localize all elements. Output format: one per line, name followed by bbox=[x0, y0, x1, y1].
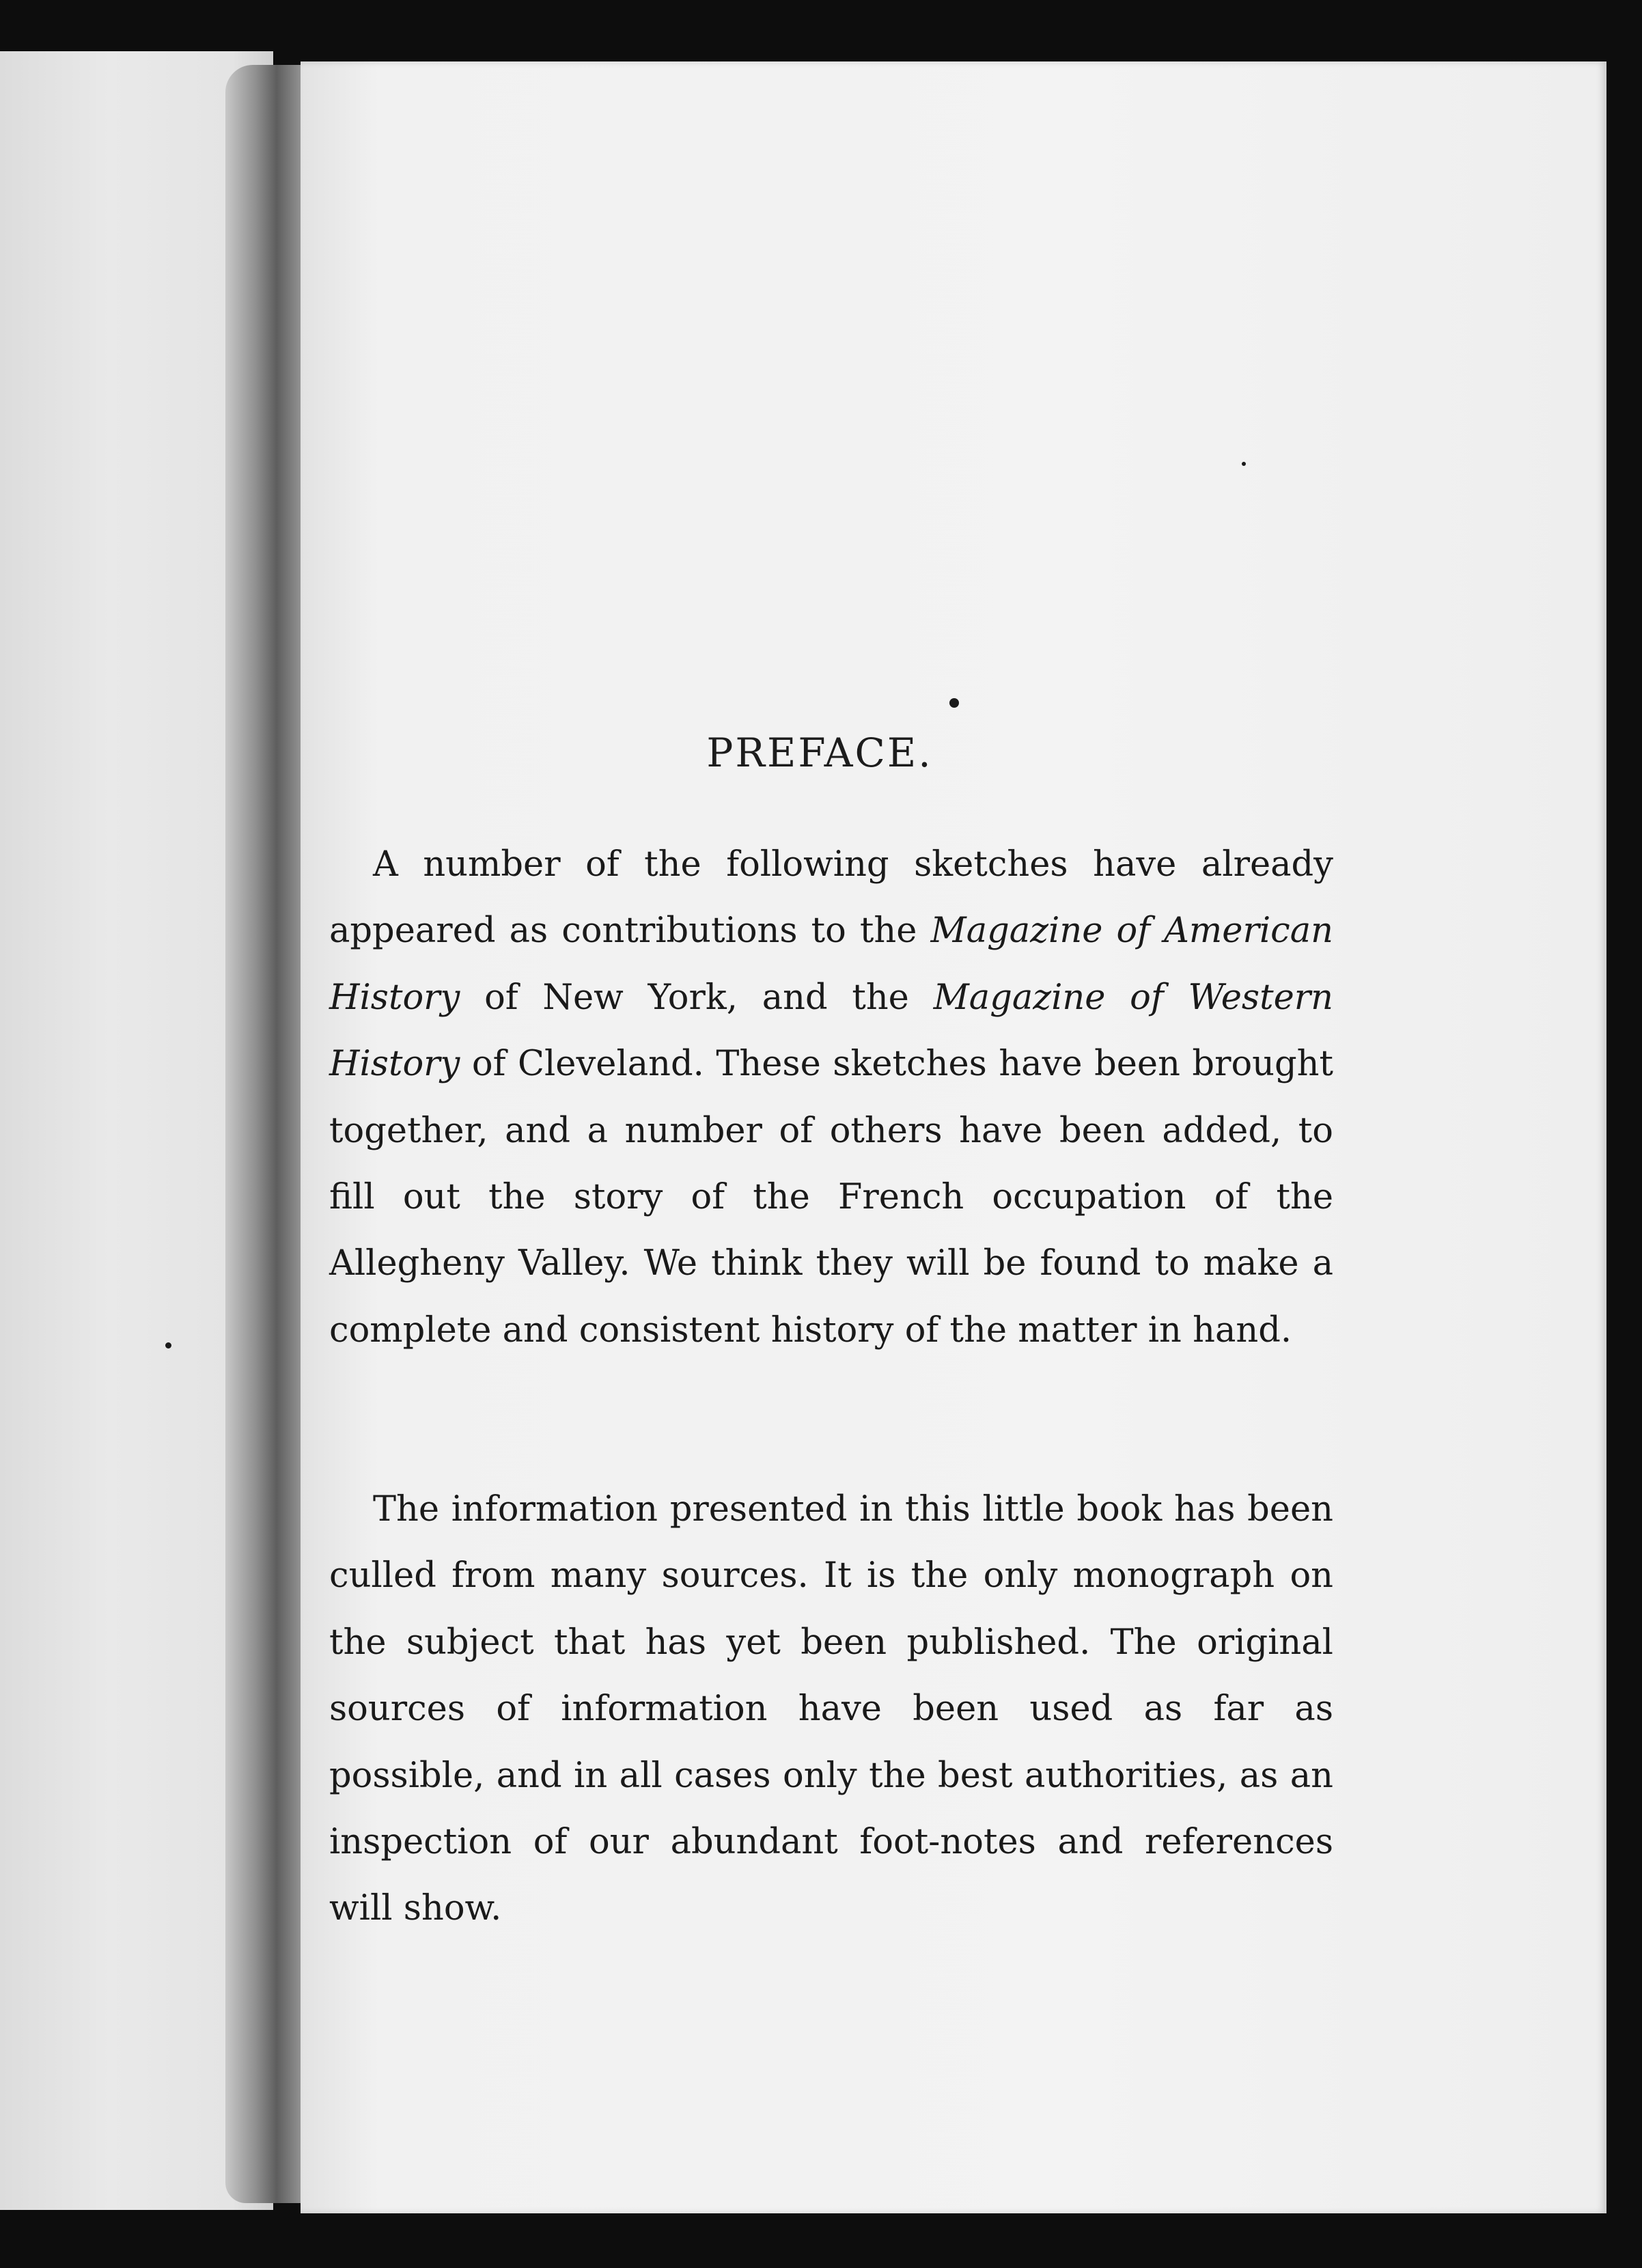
ink-speck bbox=[949, 698, 959, 708]
paragraph-text: of Cleveland. These sketches have been brought together, and a number of others have been added, to fill out the story of the French occupation of the Allegheny Valley. We think they will be found to make a complete and consistent history of the matter in hand. bbox=[329, 1044, 1333, 1351]
magazine-title: Magazine of American History bbox=[329, 911, 1333, 1018]
ink-speck bbox=[1242, 462, 1246, 466]
magazine-title: Magazine of Western History bbox=[329, 977, 1333, 1085]
preface-paragraph-1 bbox=[329, 831, 1333, 1364]
paragraph-text: A number of the following sketches have already appeared as contributions to the bbox=[329, 844, 1333, 952]
paragraph-text: of New York, and the bbox=[460, 977, 934, 1018]
ink-speck bbox=[165, 1342, 171, 1349]
preface-paragraph-2: The information presented in this little book has been culled from many sources. It is the only monograph on the subject that has yet been published. The original sources of information have been used as far as possible, and in all cases only the best authorities, as an inspection of our abundant foot-notes and references will show. bbox=[329, 1489, 1333, 1929]
page-title: PREFACE. bbox=[706, 730, 933, 776]
